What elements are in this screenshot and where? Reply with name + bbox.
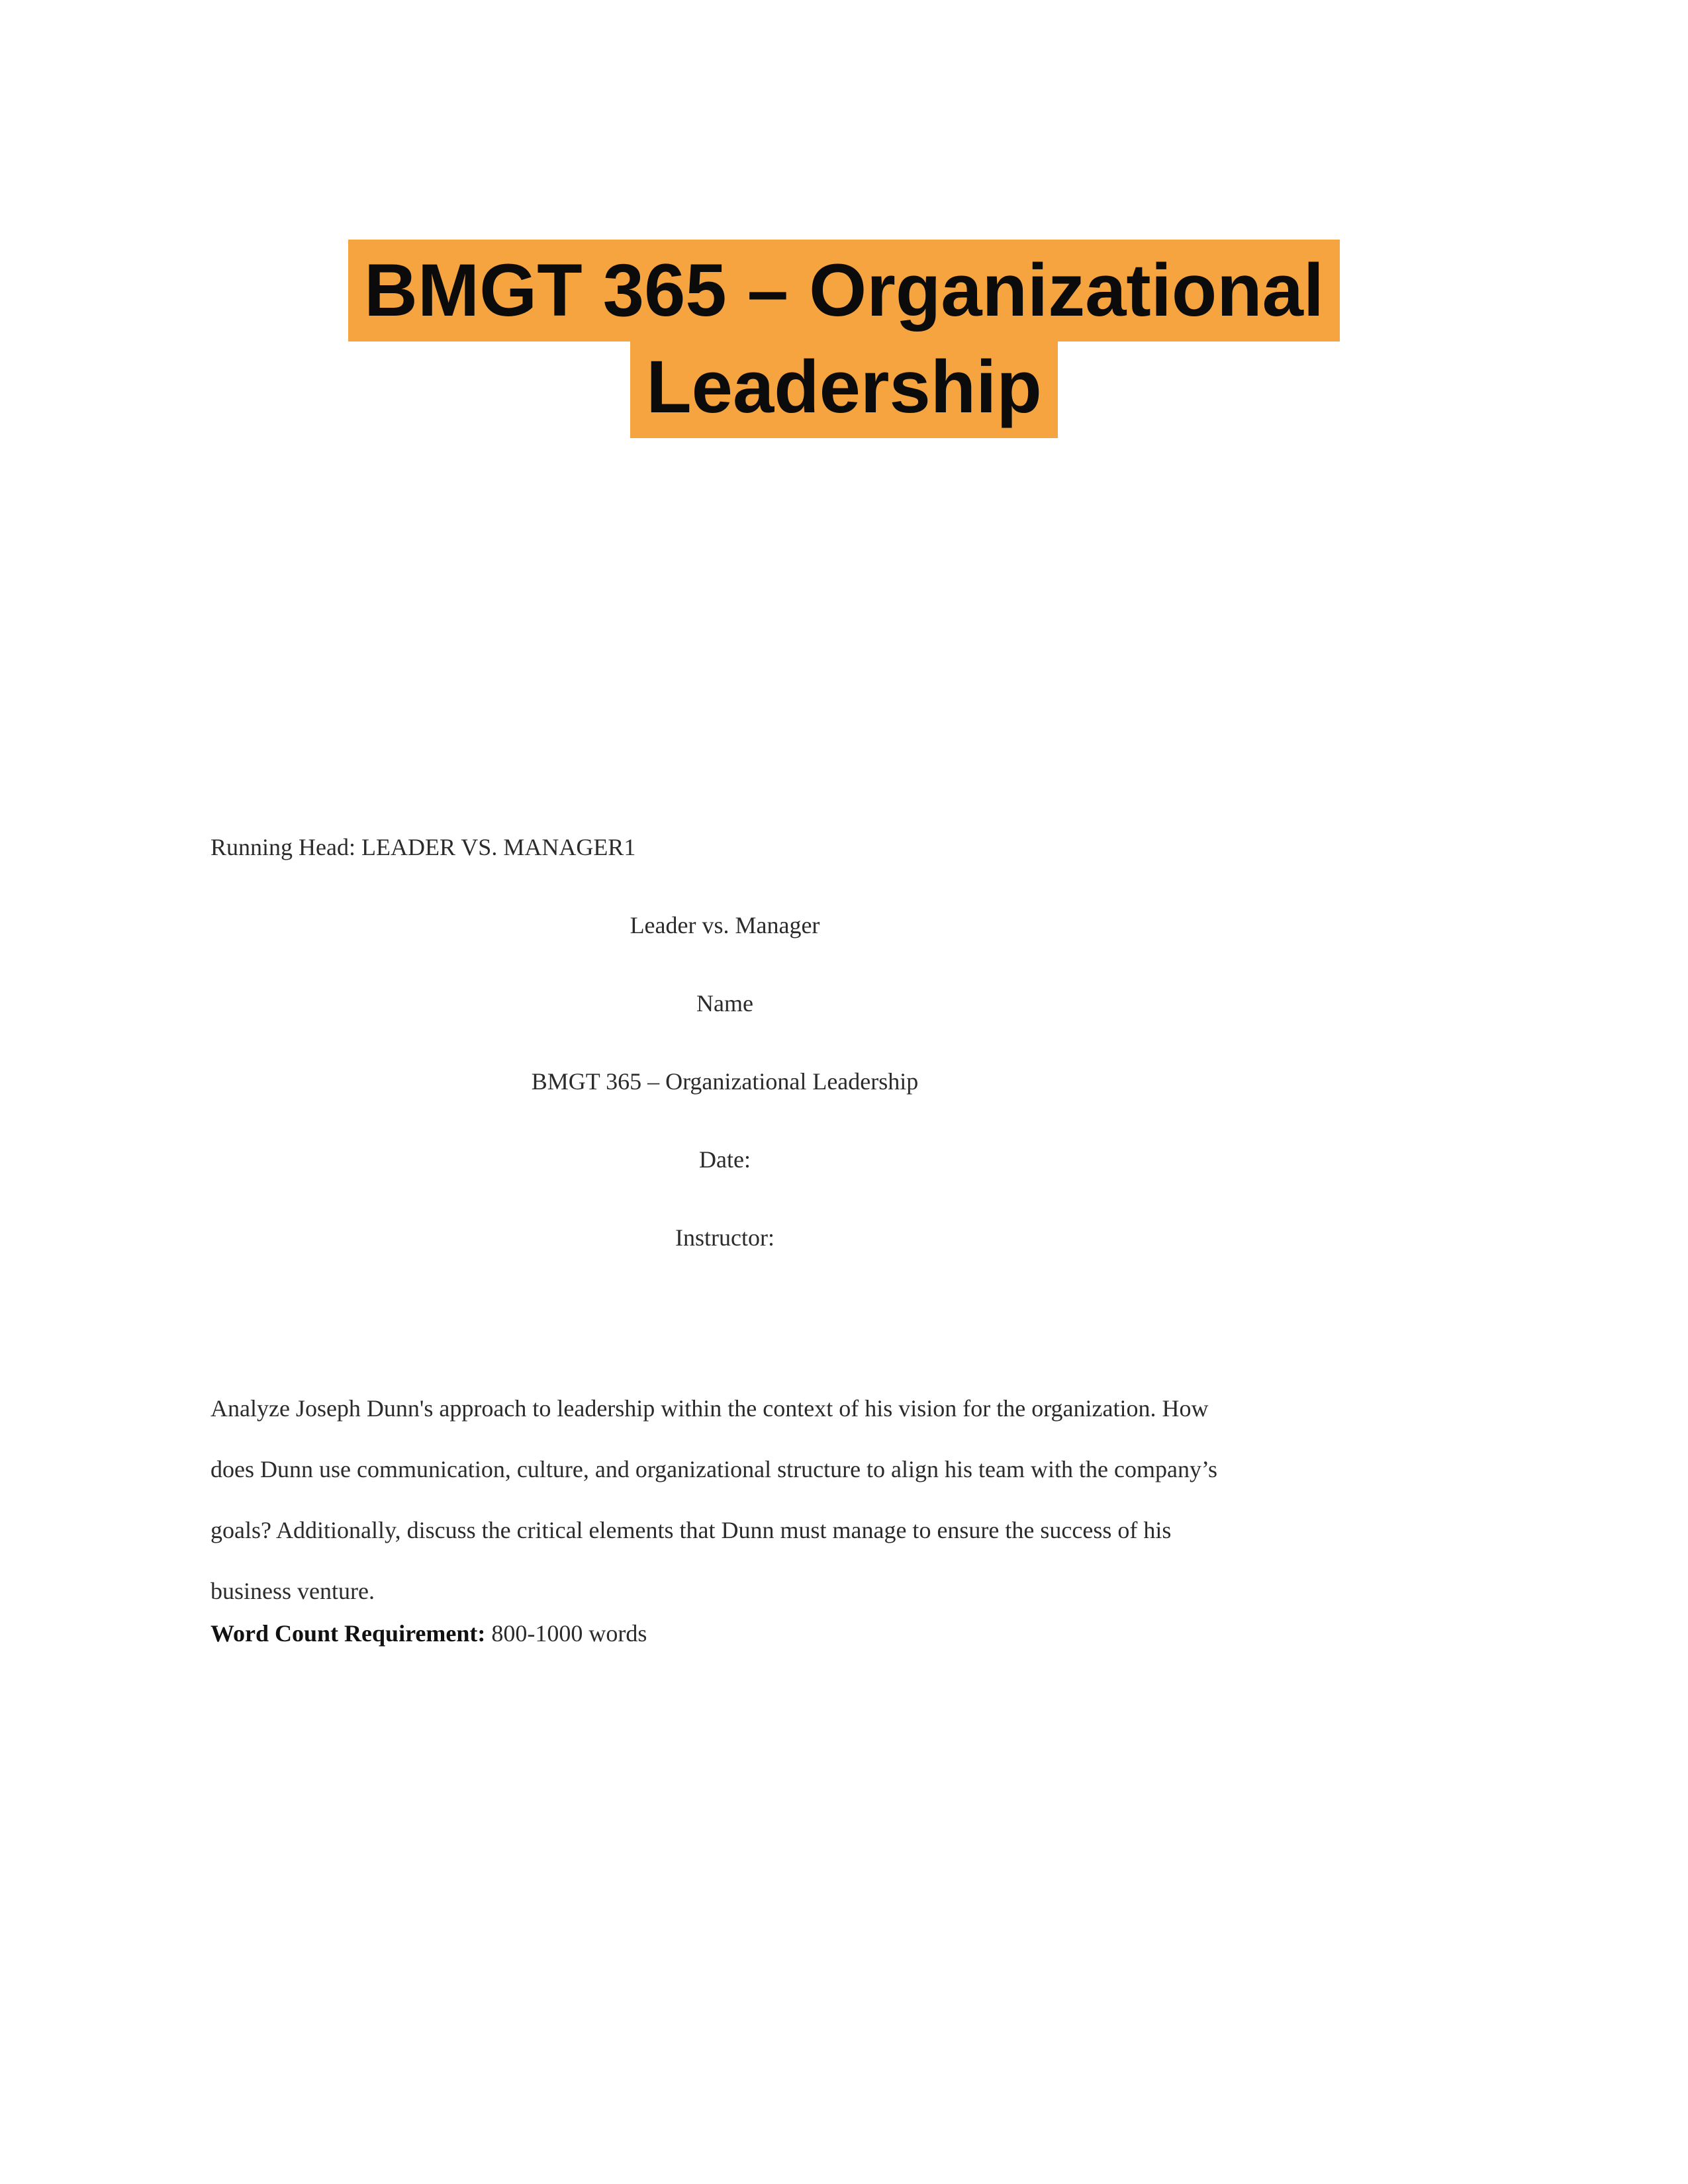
banner-title-line-2	[0, 336, 1688, 438]
instructor-label: Instructor:	[675, 1224, 774, 1251]
word-count-requirement	[211, 1619, 647, 1648]
banner-title-text-2: Leadership	[630, 336, 1058, 438]
paper-title: Leader vs. Manager	[630, 912, 820, 938]
assignment-prompt-text: Analyze Joseph Dunn's approach to leadership within the context of his vision for the organization. How does Dunn use communication, culture, and organizational structure to align his team with the company’s goals? Additionally, discuss the critical elements that Dunn must manage to ensure the success of his business venture.	[211, 1395, 1217, 1604]
word-count-label: Word Count Requirement:	[211, 1620, 486, 1647]
assignment-prompt	[211, 1378, 1243, 1621]
running-head: Running Head: LEADER VS. MANAGER1	[211, 834, 636, 860]
banner-title-text-1: BMGT 365 – Organizational	[348, 240, 1340, 341]
date-label: Date:	[699, 1146, 751, 1173]
word-count-value: 800-1000 words	[491, 1620, 647, 1647]
course-name: BMGT 365 – Organizational Leadership	[531, 1068, 919, 1095]
banner-title-line-1	[0, 240, 1688, 341]
author-name: Name	[696, 990, 753, 1017]
